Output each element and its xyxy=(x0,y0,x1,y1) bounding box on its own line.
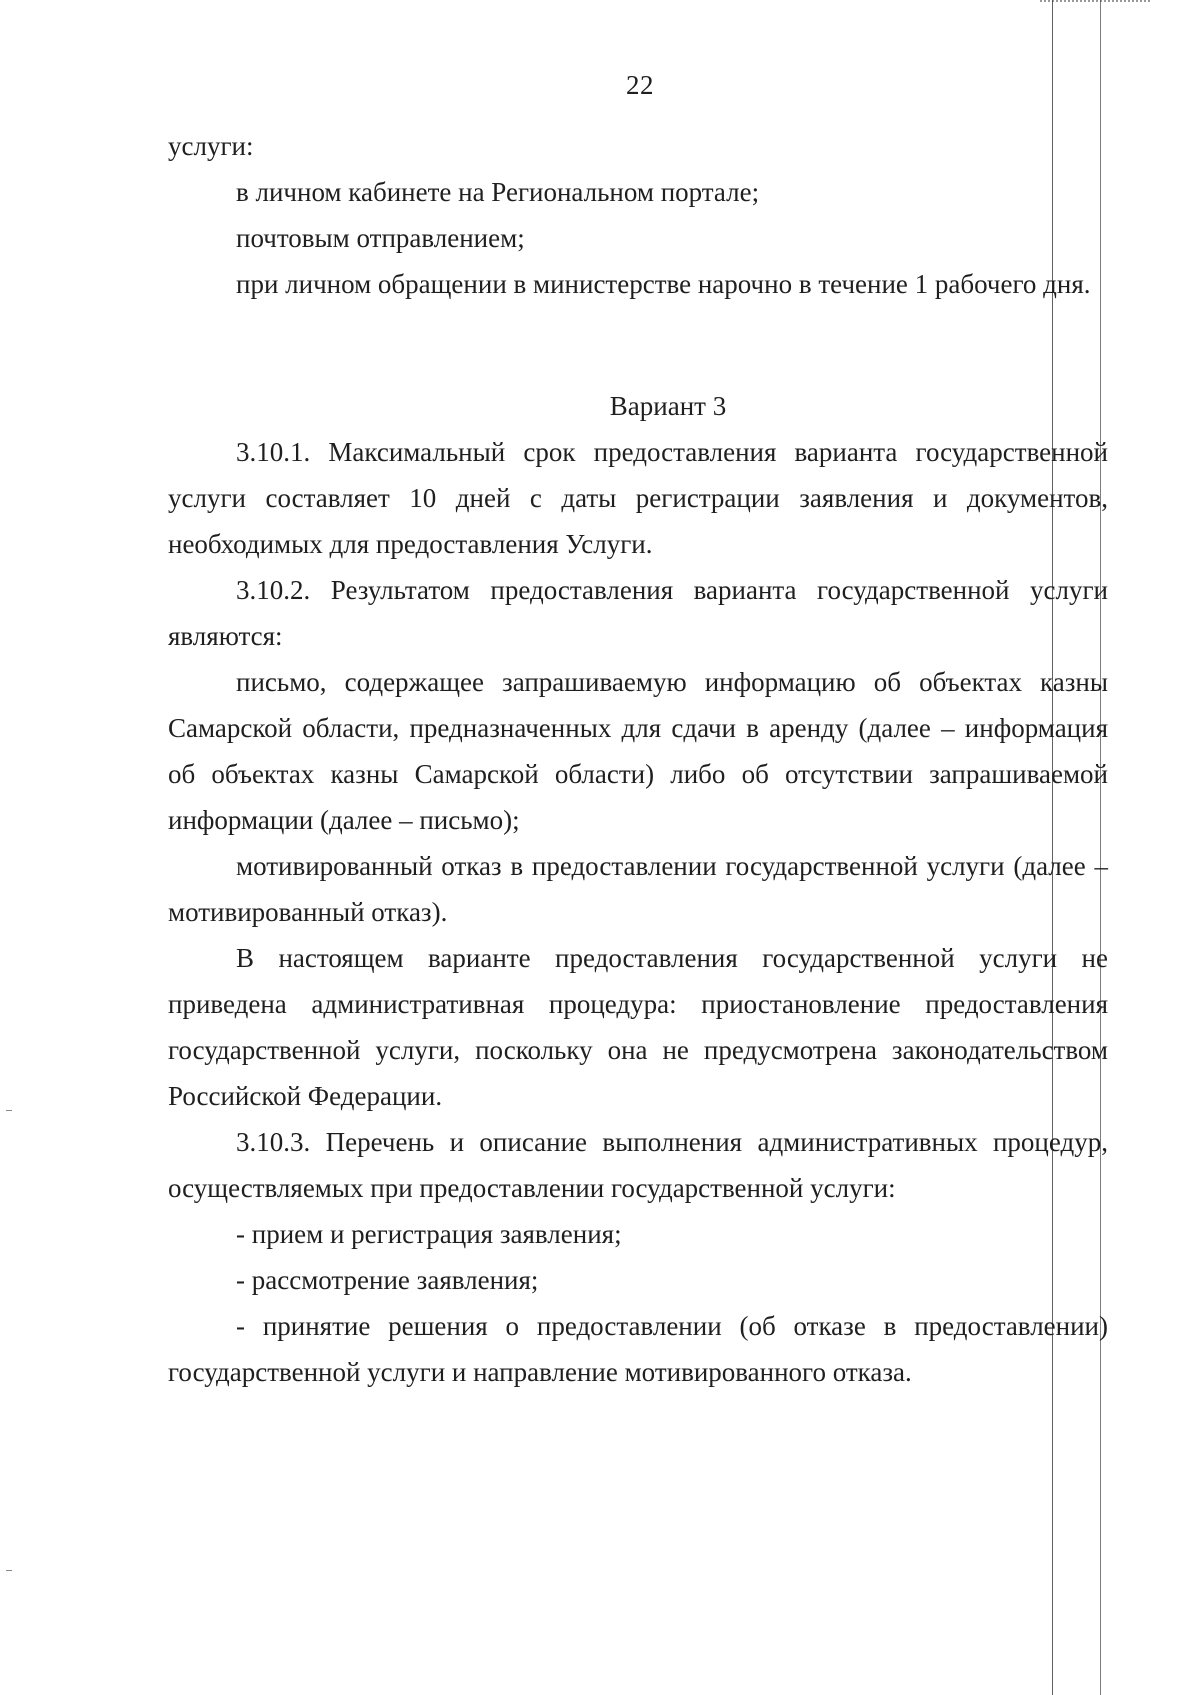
paragraph: 3.10.2. Результатом предоставления варианта государственной услуги являются: xyxy=(168,575,1108,651)
document-body xyxy=(168,123,1108,1395)
paragraph: письмо, содержащее запрашиваемую информацию об объектах казны Самарской области, предназначенных для сдачи в аренду (далее – информация об объектах казны Самарской области) либо об отсутствии запрашиваемой информации (далее – письмо); xyxy=(168,667,1108,835)
scan-artifact-edge xyxy=(6,1570,12,1571)
paragraph: В настоящем варианте предоставления государственной услуги не приведена административная процедура: приостановление предоставления государственной услуги, поскольку она не предусмотрена законодательством Российской Федерации. xyxy=(168,943,1108,1111)
list-item: - принятие решения о предоставлении (об отказе в предоставлении) государственной услуги и направление мотивированного отказа. xyxy=(168,1311,1108,1387)
scan-artifact-edge xyxy=(6,1110,12,1111)
paragraph: услуги: xyxy=(168,131,254,161)
scan-artifact-top xyxy=(1040,0,1150,10)
list-item: - прием и регистрация заявления; xyxy=(236,1219,622,1249)
paragraph: 3.10.3. Перечень и описание выполнения административных процедур, осуществляемых при предоставлении государственной услуги: xyxy=(168,1127,1108,1203)
spacer xyxy=(168,307,1108,347)
list-item: почтовым отправлением; xyxy=(236,223,525,253)
section-heading: Вариант 3 xyxy=(609,391,727,421)
list-item: в личном кабинете на Региональном портале; xyxy=(236,177,760,207)
paragraph: 3.10.1. Максимальный срок предоставления варианта государственной услуги составляет 10 дней с даты регистрации заявления и документов, необходимых для предоставления Услуги. xyxy=(168,437,1108,559)
page-number: 22 xyxy=(626,70,654,100)
list-item: при личном обращении в министерстве нарочно в течение 1 рабочего дня. xyxy=(236,269,1091,299)
paragraph: мотивированный отказ в предоставлении государственной услуги (далее – мотивированный отказ). xyxy=(168,851,1108,927)
list-item: - рассмотрение заявления; xyxy=(236,1265,539,1295)
